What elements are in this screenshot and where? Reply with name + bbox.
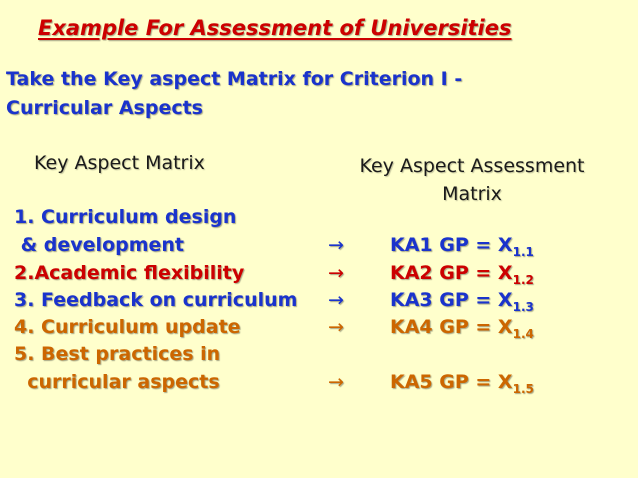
grade-point-text: KA1 GP = X [390,234,513,256]
grade-point-formula [390,371,534,396]
key-aspect-label: 2.Academic flexibility [14,262,245,284]
key-aspect-row [0,371,638,401]
key-aspect-row [0,262,638,292]
subtitle-line-1: Take the Key aspect Matrix for Criterion I - [6,68,463,90]
grade-point-subscript: 1.4 [512,326,534,341]
grade-point-subscript: 1.5 [512,381,534,396]
right-arrow-icon: → [328,371,344,393]
grade-point-subscript: 1.3 [512,299,534,314]
key-aspect-label: 3. Feedback on curriculum [14,289,298,311]
assessment-header-line-1: Key Aspect Assessment [359,155,585,177]
right-arrow-icon: → [328,316,344,338]
key-aspect-label: 4. Curriculum update [14,316,241,338]
key-aspect-row [0,234,638,264]
right-arrow-icon: → [328,289,344,311]
key-aspect-row [0,343,638,373]
grade-point-subscript: 1.1 [512,244,534,259]
key-aspect-label: 5. Best practices in [14,343,221,365]
key-aspect-label: 1. Curriculum design [14,206,237,228]
key-aspect-label: & development [14,234,185,256]
key-aspect-row [0,206,638,236]
grade-point-text: KA5 GP = X [390,371,513,393]
right-arrow-icon: → [328,234,344,256]
grade-point-formula [390,262,534,287]
key-aspect-label: curricular aspects [14,371,220,393]
grade-point-text: KA4 GP = X [390,316,513,338]
key-aspect-matrix-header: Key Aspect Matrix [34,152,205,174]
grade-point-formula [390,289,534,314]
key-aspect-row [0,289,638,319]
subtitle-line-2: Curricular Aspects [6,97,203,119]
grade-point-formula [390,234,534,259]
grade-point-text: KA3 GP = X [390,289,513,311]
assessment-header-line-2: Matrix [442,183,502,205]
slide-subtitle [6,65,462,123]
grade-point-subscript: 1.2 [512,272,534,287]
slide-title: Example For Assessment of Universities [38,16,512,40]
grade-point-formula [390,316,534,341]
right-arrow-icon: → [328,262,344,284]
key-aspect-row [0,316,638,346]
assessment-matrix-header [327,152,617,208]
grade-point-text: KA2 GP = X [390,262,513,284]
